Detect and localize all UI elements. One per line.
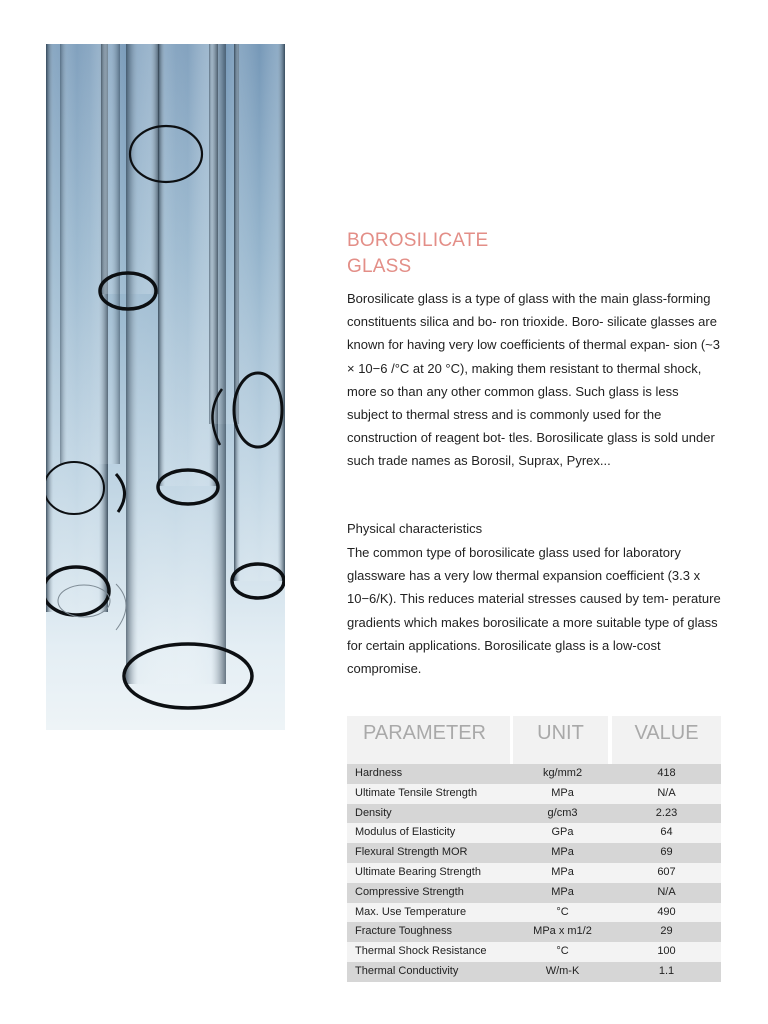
row-unit: MPa [551, 846, 574, 859]
row-parameter: Modulus of Elasticity [355, 826, 456, 839]
table-row [347, 903, 721, 923]
intro-paragraph [347, 287, 723, 473]
row-value: N/A [657, 885, 676, 898]
row-value: 64 [660, 826, 673, 839]
row-parameter: Ultimate Tensile Strength [355, 786, 478, 799]
title-line-2: GLASS [347, 256, 412, 277]
section-title [347, 228, 488, 280]
title-line-1: BOROSILICATE [347, 230, 489, 251]
glass-tubes-illustration [46, 44, 285, 730]
row-parameter: Fracture Toughness [355, 925, 453, 938]
row-value: 490 [657, 905, 676, 918]
row-unit: MPa [551, 865, 574, 878]
table-row [347, 863, 721, 883]
physical-text: The common type of borosilicate glass used for laboratory glassware has a very low thermal expansion coefficient (3.3 x 10−6/K). This reduces material stresses caused by tem- perature gradients which makes borosilicate a more suitable type of glass for certain applications. Borosilicate glass is a low-cost compromise. [347, 545, 721, 677]
row-unit: MPa x m1/2 [533, 925, 592, 938]
table-row [347, 764, 721, 784]
row-value: 29 [660, 925, 673, 938]
header-value: VALUE [612, 716, 721, 764]
table-row [347, 962, 721, 982]
row-unit: W/m-K [545, 964, 580, 977]
table-row [347, 843, 721, 863]
row-value: 100 [657, 945, 676, 958]
row-unit: °C [556, 945, 569, 958]
row-parameter: Thermal Shock Resistance [355, 945, 487, 958]
row-unit: °C [556, 905, 569, 918]
row-parameter: Ultimate Bearing Strength [355, 865, 481, 878]
header-parameter: PARAMETER [347, 716, 510, 764]
row-parameter: Hardness [355, 767, 403, 779]
row-unit: MPa [551, 885, 574, 898]
table-row [347, 942, 721, 962]
intro-text: Borosilicate glass is a type of glass with the main glass-forming constituents silica and bo- ron trioxide. Boro- silicate glasses are known for having very low coefficients of thermal expan- sion (~3 × 10−6 /°C at 20 °C), making them resistant to thermal shock, more so than any other common glass. Such glass is less subject to thermal stress and is commonly used for the construction of reagent bot- tles. Borosilicate glass is sold under such trade names as Borosil, Suprax, Pyrex... [347, 291, 720, 469]
row-unit: g/cm3 [547, 806, 578, 819]
row-value: 418 [657, 767, 676, 779]
physical-heading: Physical characteristics [347, 521, 483, 536]
table-header [347, 716, 721, 764]
table-body [347, 764, 721, 982]
row-value: 69 [660, 846, 673, 859]
physical-paragraph [347, 541, 723, 680]
row-value: 607 [657, 865, 676, 878]
glass-tubes-photo [46, 44, 285, 730]
row-parameter: Flexural Strength MOR [355, 846, 468, 859]
physical-heading-block [347, 517, 723, 540]
row-unit: MPa [551, 786, 574, 799]
row-parameter: Density [355, 806, 392, 819]
table-row [347, 804, 721, 824]
row-unit: kg/mm2 [542, 767, 583, 779]
table-row [347, 823, 721, 843]
row-value: 2.23 [655, 806, 678, 819]
row-parameter: Compressive Strength [355, 885, 464, 898]
row-value: N/A [657, 786, 676, 799]
table-row [347, 883, 721, 903]
properties-table [347, 716, 721, 982]
header-unit: UNIT [513, 716, 608, 764]
table-row [347, 922, 721, 942]
row-parameter: Thermal Conductivity [355, 964, 459, 977]
row-unit: GPa [551, 826, 574, 839]
row-parameter: Max. Use Temperature [355, 905, 467, 918]
row-value: 1.1 [658, 964, 675, 977]
table-row [347, 784, 721, 804]
